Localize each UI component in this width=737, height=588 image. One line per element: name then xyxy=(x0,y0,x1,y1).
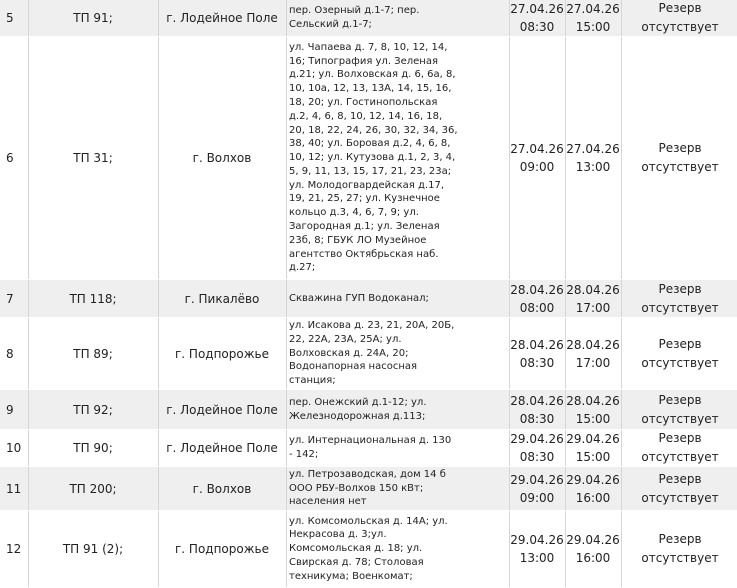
row-number-cell: 11 xyxy=(6,481,22,496)
city-cell: г. Подпорожье xyxy=(174,542,269,556)
row-number-cell: 10 xyxy=(6,441,22,455)
column-divider xyxy=(565,467,566,510)
end-time-cell: 29.04.26 16:00 xyxy=(566,533,620,565)
start-time-cell: 28.04.26 08:30 xyxy=(510,337,564,370)
column-divider xyxy=(286,467,287,510)
column-divider xyxy=(158,0,159,36)
column-divider xyxy=(28,430,29,466)
column-divider xyxy=(509,467,510,510)
column-divider xyxy=(286,390,287,429)
column-divider xyxy=(28,280,29,317)
address-cell: Скважина ГУП Водоканал; xyxy=(289,292,429,304)
column-divider xyxy=(158,467,159,510)
city-cell: г. Волхов xyxy=(192,151,252,165)
column-divider xyxy=(509,280,510,317)
address-cell: пер. Онежский д.1-12; ул. Железнодорожная д.113; xyxy=(289,396,427,422)
table-row xyxy=(0,430,737,467)
address-cell: ул. Чапаева д. 7, 8, 10, 12, 14, 16; Типография ул. Зеленая д.21; ул. Волховская д. 6, 6а, 8, 10, 10а, 12, 13, 13А, 14, 15, 16, 18, 20; ул. Гостинопольская д.2, 4, 6, 8, 10, 12, 14, 16, 18, 20, 18, 22, 24, 26, 30, 32, 34, 36, 38, 40; ул. Боровая д.2, 4, 6, 8, 10, 12; ул. Кутузова д.1, 2, 3, 4, 5, 9, 11, 13, 15, 17, 21, 23, 23а; ул. Молодогвардейская д.17, 19, 21, 25, 27; ул. Кузнечное кольцо д.3, 4, 6, 7, 9; ул. Загородная д.1; ул. Зеленая 23б, 8; ГБУК ЛО Музейное агентство Октябрьская наб. д.27; xyxy=(289,41,458,274)
substation-cell: ТП 91 (2); xyxy=(62,542,124,556)
column-divider xyxy=(286,430,287,466)
table-row xyxy=(0,0,737,37)
start-time-cell: 27.04.26 09:00 xyxy=(510,142,564,174)
column-divider xyxy=(158,37,159,279)
reserve-status-cell: Резерв отсутствует xyxy=(641,281,719,315)
address-cell: ул. Исакова д. 23, 21, 20А, 20Б, 22, 22А, 23А, 25А; ул. Волховская д. 24А, 20; Водонапорная насосная станция; xyxy=(289,320,455,387)
column-divider xyxy=(565,280,566,317)
column-divider xyxy=(28,511,29,587)
city-cell: г. Лодейное Поле xyxy=(166,441,278,455)
column-divider xyxy=(158,511,159,587)
address-cell: пер. Озерный д.1-7; пер. Сельский д.1-7; xyxy=(289,5,420,30)
start-time-cell: 27.04.26 08:30 xyxy=(510,2,564,34)
column-divider xyxy=(565,430,566,466)
reserve-status-cell: Резерв отсутствует xyxy=(641,532,719,565)
reserve-status-cell: Резерв отсутствует xyxy=(641,431,719,464)
end-time-cell: 29.04.26 15:00 xyxy=(566,432,620,464)
substation-cell: ТП 31; xyxy=(73,151,113,165)
city-cell: г. Пикалёво xyxy=(184,291,260,306)
reserve-status-cell: Резерв отсутствует xyxy=(641,471,719,505)
column-divider xyxy=(509,390,510,429)
substation-cell: ТП 200; xyxy=(69,481,117,496)
row-number-cell: 5 xyxy=(6,11,14,25)
column-divider xyxy=(28,37,29,279)
table-row xyxy=(0,390,737,430)
reserve-status-cell: Резерв отсутствует xyxy=(641,141,719,174)
substation-cell: ТП 90; xyxy=(73,441,113,455)
table-row xyxy=(0,318,737,390)
column-divider xyxy=(621,0,622,36)
substation-cell: ТП 118; xyxy=(69,291,117,306)
table-row xyxy=(0,511,737,588)
substation-cell: ТП 91; xyxy=(73,11,113,25)
column-divider xyxy=(158,390,159,429)
column-divider xyxy=(286,37,287,279)
city-cell: г. Лодейное Поле xyxy=(166,11,278,25)
table-row xyxy=(0,37,737,280)
end-time-cell: 27.04.26 13:00 xyxy=(566,142,620,174)
column-divider xyxy=(565,0,566,36)
reserve-status-cell: Резерв отсутствует xyxy=(641,1,719,34)
column-divider xyxy=(621,280,622,317)
column-divider xyxy=(509,511,510,587)
column-divider xyxy=(565,37,566,279)
column-divider xyxy=(158,318,159,389)
column-divider xyxy=(565,511,566,587)
end-time-cell: 29.04.26 16:00 xyxy=(566,472,620,505)
column-divider xyxy=(509,318,510,389)
end-time-cell: 28.04.26 17:00 xyxy=(566,337,620,370)
column-divider xyxy=(621,467,622,510)
substation-cell: ТП 89; xyxy=(73,346,113,361)
column-divider xyxy=(28,0,29,36)
column-divider xyxy=(286,280,287,317)
column-divider xyxy=(509,430,510,466)
city-cell: г. Подпорожье xyxy=(174,346,269,361)
row-number-cell: 6 xyxy=(6,151,14,165)
start-time-cell: 29.04.26 09:00 xyxy=(510,472,564,505)
table-row xyxy=(0,467,737,511)
address-cell: ул. Интернациональная д. 130 - 142; xyxy=(289,435,452,460)
row-number-cell: 7 xyxy=(6,291,14,306)
column-divider xyxy=(565,318,566,389)
table-row xyxy=(0,280,737,318)
start-time-cell: 29.04.26 13:00 xyxy=(510,533,564,565)
column-divider xyxy=(28,318,29,389)
column-divider xyxy=(286,0,287,36)
column-divider xyxy=(509,0,510,36)
address-cell: ул. Петрозаводская, дом 14 б ООО РБУ-Волхов 150 кВт; населения нет xyxy=(289,468,446,508)
city-cell: г. Волхов xyxy=(192,481,252,496)
start-time-cell: 28.04.26 08:00 xyxy=(510,282,564,315)
city-cell: г. Лодейное Поле xyxy=(166,402,278,417)
column-divider xyxy=(621,318,622,389)
column-divider xyxy=(509,37,510,279)
column-divider xyxy=(28,390,29,429)
column-divider xyxy=(621,430,622,466)
column-divider xyxy=(621,390,622,429)
column-divider xyxy=(286,318,287,389)
column-divider xyxy=(286,511,287,587)
column-divider xyxy=(158,430,159,466)
row-number-cell: 9 xyxy=(6,402,14,417)
start-time-cell: 29.04.26 08:30 xyxy=(510,432,564,464)
end-time-cell: 28.04.26 15:00 xyxy=(566,393,620,426)
row-number-cell: 8 xyxy=(6,346,14,361)
substation-cell: ТП 92; xyxy=(73,402,113,417)
column-divider xyxy=(28,467,29,510)
end-time-cell: 28.04.26 17:00 xyxy=(566,282,620,315)
reserve-status-cell: Резерв отсутствует xyxy=(641,336,719,370)
end-time-cell: 27.04.26 15:00 xyxy=(566,2,620,34)
column-divider xyxy=(621,37,622,279)
row-number-cell: 12 xyxy=(6,542,22,556)
address-cell: ул. Комсомольская д. 14А; ул. Некрасова д. 3;ул. Комсомольская д. 18; ул. Свирская д. 78; Столовая техникума; Военкомат; xyxy=(289,515,448,582)
start-time-cell: 28.04.26 08:30 xyxy=(510,393,564,426)
column-divider xyxy=(621,511,622,587)
reserve-status-cell: Резерв отсутствует xyxy=(641,392,719,426)
column-divider xyxy=(158,280,159,317)
column-divider xyxy=(565,390,566,429)
